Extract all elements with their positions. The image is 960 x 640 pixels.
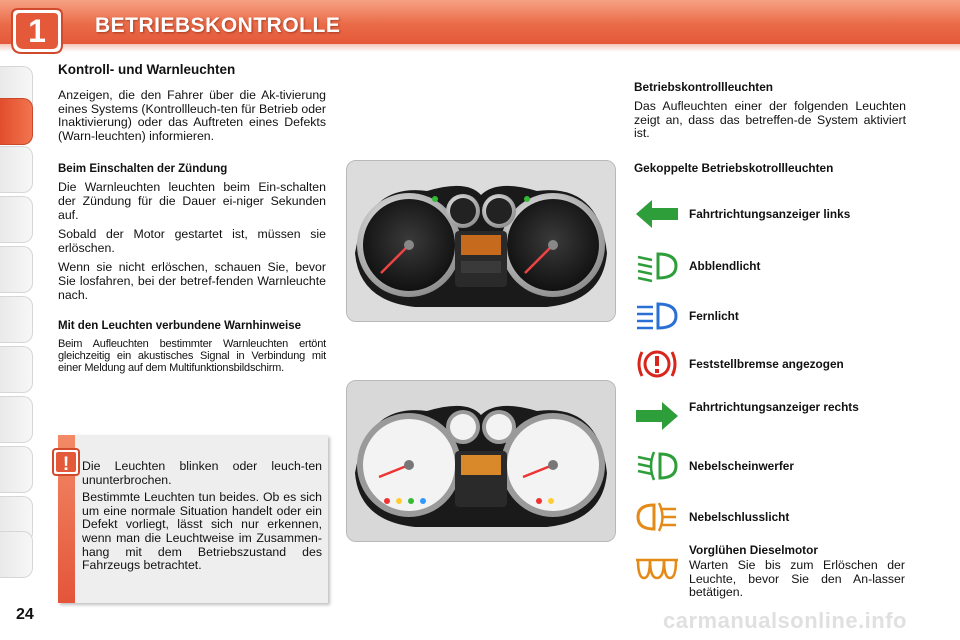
exclamation-icon xyxy=(52,448,80,476)
lamp-parking-brake xyxy=(634,346,924,386)
side-tab[interactable] xyxy=(0,246,33,293)
side-tab[interactable] xyxy=(0,531,33,578)
lamp-label: Nebelscheinwerfer xyxy=(689,459,794,473)
low-beam-icon xyxy=(634,248,680,284)
section-heading: Kontroll- und Warnleuchten xyxy=(58,62,236,77)
instrument-cluster-image-top xyxy=(346,160,616,322)
operation-lamps-heading: Betriebskontrollleuchten xyxy=(634,80,773,94)
lamp-label: Feststellbremse angezogen xyxy=(689,357,844,371)
chapter-side-tabs xyxy=(0,66,34,576)
instrument-cluster-lit-drawing xyxy=(347,381,615,541)
warning-note-paragraph-1: Die Leuchten blinken oder leuch-ten ununterbrochen. xyxy=(82,459,322,487)
intro-paragraph: Anzeigen, die den Fahrer über die Ak-tivierung eines Systems (Kontrollleuch-ten für Betrieb oder Inaktivierung) oder das Auftreten eines Defekts (Warn-leuchten) informieren. xyxy=(58,88,326,143)
turn-left-arrow-icon xyxy=(634,196,680,232)
lamp-turn-left xyxy=(634,196,924,236)
linked-warnings-text: Beim Aufleuchten bestimmter Warnleuchten ertönt gleichzeitig ein akustisches Signal in Verbindung mit einer Meldung auf dem Multifunktionsbildschirm. xyxy=(58,338,326,375)
lamp-front-fog xyxy=(634,448,924,488)
lamp-high-beam xyxy=(634,298,924,338)
chapter-number: 1 xyxy=(28,13,46,49)
lamp-label: Nebelschlusslicht xyxy=(689,510,790,524)
rear-fog-icon xyxy=(634,499,680,535)
side-tab[interactable] xyxy=(0,446,33,493)
ignition-paragraph-3: Wenn sie nicht erlöschen, schauen Sie, bevor Sie losfahren, bei der betref-fenden Warnleuchte nach. xyxy=(58,260,326,302)
lamp-label: Fahrtrichtungsanzeiger rechts xyxy=(689,400,859,414)
side-tab[interactable] xyxy=(0,196,33,243)
side-tab[interactable] xyxy=(0,396,33,443)
glow-plug-icon xyxy=(634,556,680,584)
instrument-cluster-image-bottom xyxy=(346,380,616,542)
watermark: carmanualsonline.info xyxy=(663,608,907,633)
coupled-lamps-heading: Gekoppelte Betriebskotrollleuchten xyxy=(634,160,834,175)
parking-brake-icon xyxy=(634,346,680,382)
lamp-low-beam xyxy=(634,248,924,288)
lamp-turn-right xyxy=(634,398,924,438)
right-column xyxy=(634,80,906,181)
side-tab-active[interactable] xyxy=(0,98,33,145)
diesel-preheat-heading: Vorglühen Dieselmotor xyxy=(689,543,818,557)
left-column xyxy=(58,62,326,374)
linked-warnings-heading: Mit den Leuchten verbundene Warnhinweise xyxy=(58,320,302,333)
side-tab[interactable] xyxy=(0,296,33,343)
side-tab[interactable] xyxy=(0,346,33,393)
warning-note-paragraph-2: Bestimmte Leuchten tun beides. Ob es sich um eine normale Situation handelt oder ein Defekt vorliegt, lässt sich nur erkennen, wenn man die Leuchtweise im Zusammen-hang mit dem Betriebszustand des Fahrzeugs betrachtet. xyxy=(82,490,322,573)
lamp-label: Fahrtrichtungsanzeiger links xyxy=(689,207,851,221)
page-number: 24 xyxy=(16,606,34,623)
diesel-preheat-text: Warten Sie bis zum Erlöschen der Leuchte, bevor Sie den An-lasser betätigen. xyxy=(689,558,905,600)
side-tab[interactable] xyxy=(0,146,33,193)
warning-note-text xyxy=(82,460,322,577)
high-beam-icon xyxy=(634,298,680,334)
lamp-rear-fog xyxy=(634,499,924,539)
instrument-cluster-drawing xyxy=(347,161,615,321)
exclamation-glyph: ! xyxy=(62,454,70,475)
ignition-heading: Beim Einschalten der Zündung xyxy=(58,163,228,176)
front-fog-icon xyxy=(634,448,680,484)
header-shadow xyxy=(0,44,960,52)
lamp-label: Fernlicht xyxy=(689,309,739,323)
ignition-paragraph-1: Die Warnleuchten leuchten beim Ein-schalten der Zündung für die Dauer ei-niger Sekunden auf. xyxy=(58,180,326,222)
ignition-paragraph-2: Sobald der Motor gestartet ist, müssen sie erlöschen. xyxy=(58,227,326,255)
chapter-tab xyxy=(4,3,70,63)
operation-lamps-text: Das Aufleuchten einer der folgenden Leuchten zeigt an, dass das betreffen-de System aktiviert ist. xyxy=(634,99,906,141)
turn-right-arrow-icon xyxy=(634,398,680,434)
page-title: BETRIEBSKONTROLLE xyxy=(95,14,341,37)
lamp-label: Abblendlicht xyxy=(689,259,761,273)
